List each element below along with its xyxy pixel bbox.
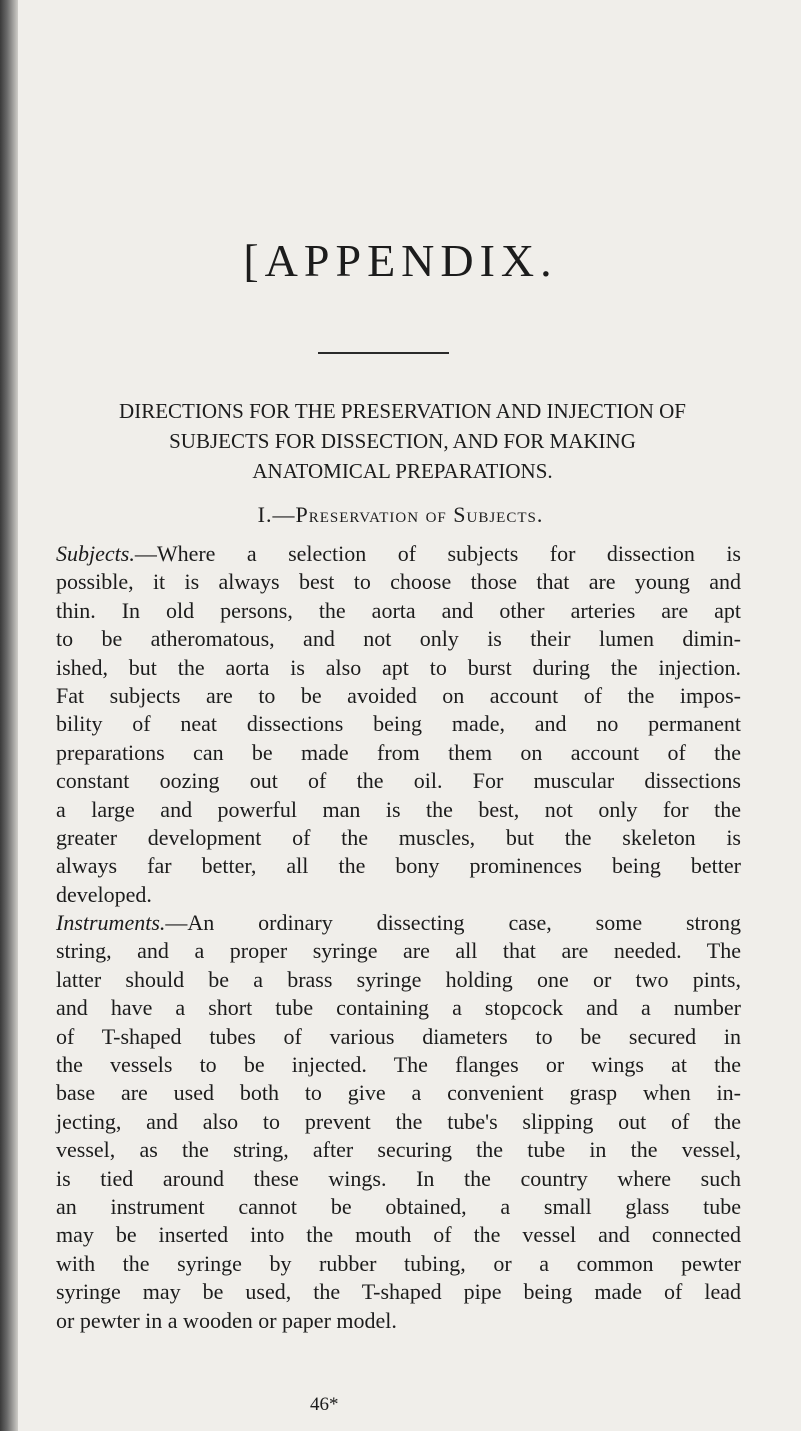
text-line: base are used both to give a convenient grasp when in-	[56, 1080, 741, 1106]
text-line: Fat subjects are to be avoided on account of the impos-	[56, 682, 741, 708]
text-line: of T-shaped tubes of various diameters to be secured in	[56, 1023, 741, 1049]
text-line: possible, it is always best to choose those that are young and	[56, 569, 741, 595]
text-line: syringe may be used, the T-shaped pipe being made of lead	[56, 1279, 741, 1305]
text-line	[56, 540, 741, 568]
text-line: preparations can be made from them on account of the	[56, 739, 741, 765]
text-line: a large and powerful man is the best, not only for the	[56, 796, 741, 822]
text-line: jecting, and also to prevent the tube's slipping out of the	[56, 1108, 741, 1134]
appendix-title: [APPENDIX.	[243, 235, 558, 286]
body-text	[56, 540, 741, 1335]
text-line: the vessels to be injected. The flanges or wings at the	[56, 1052, 741, 1078]
text-line: and have a short tube containing a stopcock and a number	[56, 995, 741, 1021]
text-line: with the syringe by rubber tubing, or a common pewter	[56, 1250, 741, 1276]
text-line: latter should be a brass syringe holding one or two pints,	[56, 966, 741, 992]
heading-line: SUBJECTS FOR DISSECTION, AND FOR MAKING	[169, 429, 636, 453]
heading-line: ANATOMICAL PREPARATIONS.	[252, 459, 553, 483]
title-rule	[318, 352, 449, 354]
chapter-heading	[70, 396, 735, 486]
text-line: or pewter in a wooden or paper model.	[56, 1307, 397, 1333]
text-line: vessel, as the string, after securing the tube in the vessel,	[56, 1137, 741, 1163]
text-line: greater development of the muscles, but the skeleton is	[56, 824, 741, 850]
paragraph-lead: Subjects.	[56, 541, 135, 566]
page-number: 46*	[310, 1394, 339, 1415]
text-line: thin. In old persons, the aorta and other arteries are apt	[56, 597, 741, 623]
line-text: —Where a selection of subjects for dissection is	[134, 541, 741, 566]
text-line	[56, 909, 741, 937]
text-line: constant oozing out of the oil. For muscular dissections	[56, 768, 741, 794]
text-line: is tied around these wings. In the country where such	[56, 1165, 741, 1191]
line-text: —An ordinary dissecting case, some strong	[165, 910, 741, 936]
text-line: to be atheromatous, and not only is their lumen dimin-	[56, 626, 741, 652]
paragraph-lead: Instruments.	[56, 910, 166, 936]
heading-line: DIRECTIONS FOR THE PRESERVATION AND INJECTION OF	[119, 399, 686, 423]
text-line: string, and a proper syringe are all that are needed. The	[56, 938, 741, 964]
text-line: may be inserted into the mouth of the vessel and connected	[56, 1222, 741, 1248]
text-line: bility of neat dissections being made, and no permanent	[56, 711, 741, 737]
text-line: always far better, all the bony prominences being better	[56, 853, 741, 879]
text-line: developed.	[56, 881, 152, 907]
text-line: ished, but the aorta is also apt to burst during the injection.	[56, 654, 741, 680]
text-line: an instrument cannot be obtained, a small glass tube	[56, 1193, 741, 1219]
section-title: I.—Preservation of Subjects.	[257, 502, 544, 527]
